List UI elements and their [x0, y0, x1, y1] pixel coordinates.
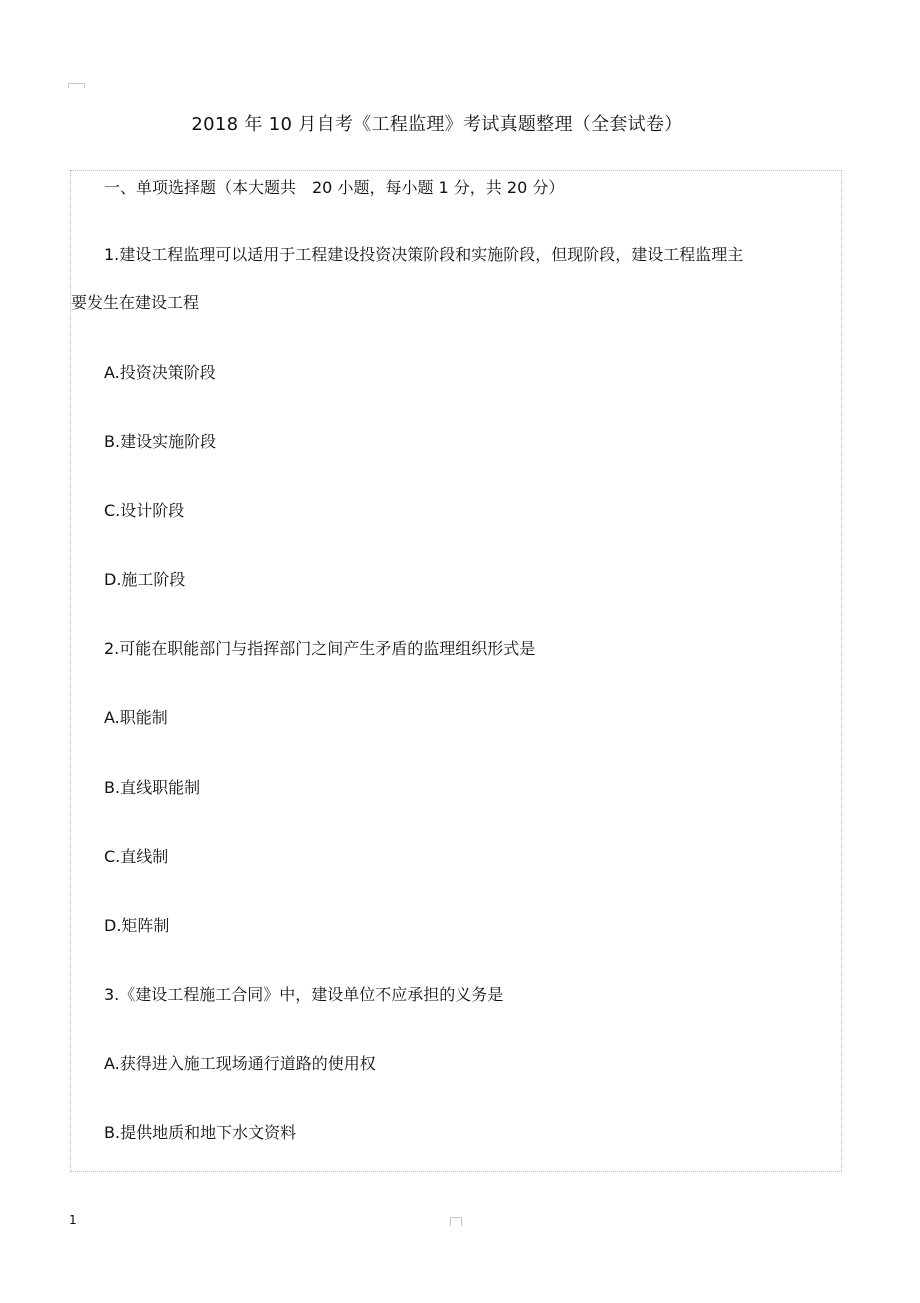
question-2-option-b: B.直线职能制 — [104, 778, 201, 797]
page-number: 1 — [69, 1213, 77, 1227]
question-1-option-b: B.建设实施阶段 — [104, 432, 217, 451]
question-2-option-c: C.直线制 — [104, 847, 169, 866]
question-3-option-a: A.获得进入施工现场通行道路的使用权 — [104, 1054, 376, 1073]
header-corner-mark — [68, 83, 85, 88]
question-1-option-a: A.投资决策阶段 — [104, 363, 216, 382]
question-1-option-c: C.设计阶段 — [104, 501, 185, 520]
question-1-stem: 1.建设工程监理可以适用于工程建设投资决策阶段和实施阶段，但现阶段，建设工程监理主 — [104, 245, 744, 264]
section-heading: 一、单项选择题（本大题共 20 小题，每小题 1 分，共 20 分） — [104, 178, 565, 197]
question-1-stem-continued: 要发生在建设工程 — [71, 293, 200, 312]
content-frame — [70, 170, 842, 1172]
question-2-option-d: D.矩阵制 — [104, 916, 170, 935]
question-3-stem: 3.《建设工程施工合同》中，建设单位不应承担的义务是 — [104, 985, 504, 1004]
question-2-option-a: A.职能制 — [104, 708, 168, 727]
question-2-stem: 2.可能在职能部门与指挥部门之间产生矛盾的监理组织形式是 — [104, 639, 536, 658]
footer-mark — [450, 1217, 462, 1226]
question-1-option-d: D.施工阶段 — [104, 570, 186, 589]
question-3-option-b: B.提供地质和地下水文资料 — [104, 1123, 297, 1142]
document-title: 2018 年 10 月自考《工程监理》考试真题整理（全套试卷） — [191, 114, 683, 135]
